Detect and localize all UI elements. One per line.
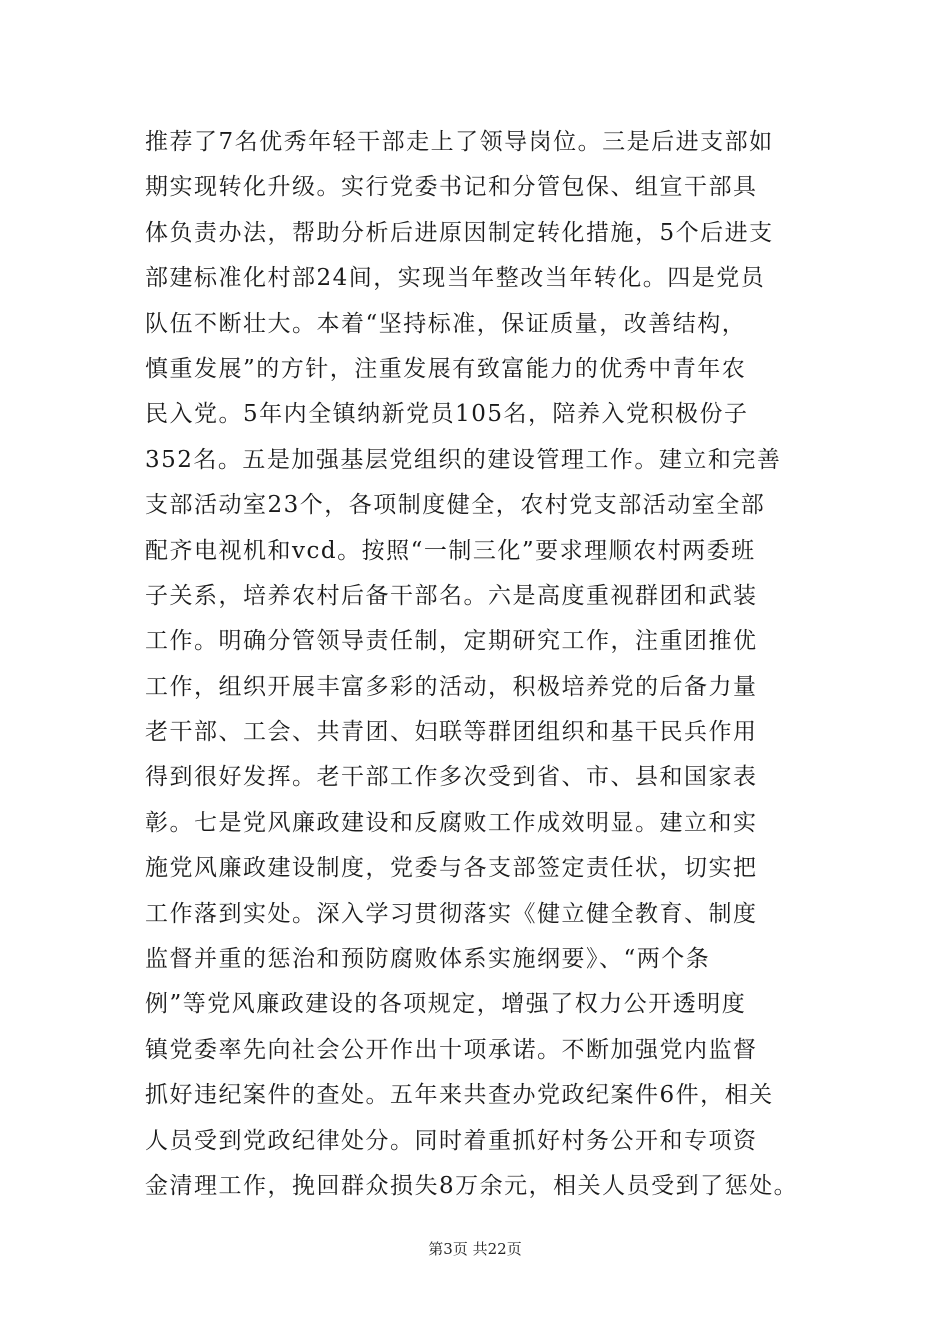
text-line: 配齐电视机和vcd。按照“一制三化”要求理顺农村两委班 — [145, 537, 756, 564]
text-line: 老干部、工会、共青团、妇联等群团组织和基干民兵作用 — [145, 719, 758, 746]
text-line: 监督并重的惩治和预防腐败体系实施纲要》、“两个条 — [145, 946, 711, 973]
text-line: 352名。五是加强基层党组织的建设管理工作。建立和完善 — [145, 446, 782, 473]
body-text — [145, 120, 825, 1209]
text-line: 人员受到党政纪律处分。同时着重抓好村务公开和专项资 — [145, 1127, 758, 1154]
text-line: 工作，组织开展丰富多彩的活动，积极培养党的后备力量 — [145, 673, 758, 700]
text-line: 支部活动室23个，各项制度健全，农村党支部活动室全部 — [145, 492, 766, 519]
text-line: 抓好违纪案件的查处。五年来共查办党政纪案件6件，相关 — [145, 1082, 774, 1109]
text-line: 得到很好发挥。老干部工作多次受到省、市、县和国家表 — [145, 764, 758, 791]
text-line: 子关系，培养农村后备干部名。六是高度重视群团和武装 — [145, 582, 758, 609]
text-line: 施党风廉政建设制度，党委与各支部签定责任状，切实把 — [145, 855, 758, 882]
text-line: 工作落到实处。深入学习贯彻落实《健立健全教育、制度 — [145, 900, 758, 927]
text-line: 队伍不断壮大。本着“坚持标准，保证质量，改善结构， — [145, 310, 747, 337]
text-line: 工作。明确分管领导责任制，定期研究工作，注重团推优 — [145, 628, 758, 655]
text-line: 期实现转化升级。实行党委书记和分管包保、组宣干部具 — [145, 174, 758, 201]
text-line: 民入党。5年内全镇纳新党员105名，陪养入党积极份子 — [145, 401, 749, 428]
text-line: 彰。七是党风廉政建设和反腐败工作成效明显。建立和实 — [145, 809, 758, 836]
page-number-footer: 第3页 共22页 — [428, 1240, 522, 1258]
text-line: 例”等党风廉政建设的各项规定，增强了权力公开透明度 — [145, 991, 747, 1018]
text-line: 体负责办法，帮助分析后进原因制定转化措施，5个后进支 — [145, 219, 774, 246]
text-line: 金清理工作，挽回群众损失8万余元，相关人员受到了惩处。 — [145, 1172, 799, 1199]
text-line: 镇党委率先向社会公开作出十项承诺。不断加强党内监督 — [145, 1036, 758, 1063]
text-line: 推荐了7名优秀年轻干部走上了领导岗位。三是后进支部如 — [145, 129, 774, 155]
text-line: 部建标准化村部24间，实现当年整改当年转化。四是党员 — [145, 265, 766, 292]
text-line: 慎重发展”的方针，注重发展有致富能力的优秀中青年农 — [145, 355, 747, 382]
